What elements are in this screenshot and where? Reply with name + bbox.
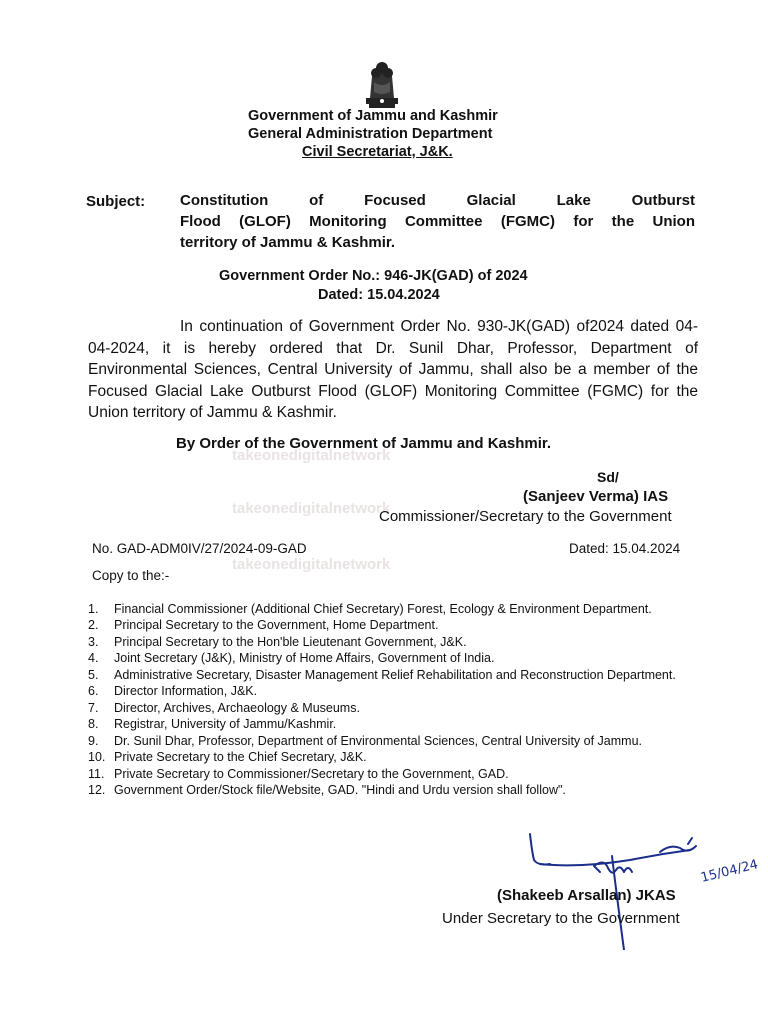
copy-list-number: 1. xyxy=(88,602,99,616)
national-emblem-icon xyxy=(360,58,404,110)
copy-list-item xyxy=(88,750,700,766)
header-secretariat: Civil Secretariat, J&K. xyxy=(302,144,453,160)
reference-number: No. GAD-ADM0IV/27/2024-09-GAD xyxy=(92,541,307,556)
copy-list-text: Administrative Secretary, Disaster Management Relief Rehabilitation and Reconstruction Department. xyxy=(114,667,676,682)
under-secretary-designation: Under Secretary to the Government xyxy=(442,910,680,927)
copy-list-item xyxy=(88,717,700,733)
watermark-text-1: takeonedigitalnetwork xyxy=(232,447,391,464)
watermark-text-3: takeonedigitalnetwork xyxy=(232,556,391,573)
subject-line-2: Flood (GLOF) Monitoring Committee (FGMC) for the Union xyxy=(180,213,695,230)
by-order-line: By Order of the Government of Jammu and Kashmir. xyxy=(176,435,552,452)
copy-list-text: Director Information, J&K. xyxy=(114,684,258,699)
svg-text:15/04/24: 15/04/24 xyxy=(699,857,760,886)
signatory-designation: Commissioner/Secretary to the Government xyxy=(379,508,672,525)
copy-list-text: Principal Secretary to the Government, Home Department. xyxy=(114,618,439,633)
subject-text xyxy=(180,190,695,253)
copy-list-item xyxy=(88,651,700,667)
copy-list-item xyxy=(88,635,700,651)
copy-list-item xyxy=(88,602,700,618)
order-date: Dated: 15.04.2024 xyxy=(318,287,440,303)
copy-list-item xyxy=(88,783,700,799)
subject-line-1: Constitution of Focused Glacial Lake Outburst xyxy=(180,192,695,209)
copy-list-number: 10. xyxy=(88,750,106,765)
copy-list-number: 8. xyxy=(88,717,99,732)
under-secretary-name: (Shakeeb Arsallan) JKAS xyxy=(497,887,676,904)
copy-list-text: Director, Archives, Archaeology & Museums. xyxy=(114,700,360,715)
copy-list-text: Dr. Sunil Dhar, Professor, Department of Environmental Sciences, Central University of Jammu. xyxy=(114,733,642,748)
signed-mark: Sd/ xyxy=(597,469,619,485)
copy-list-number: 3. xyxy=(88,634,99,649)
copy-list-number: 11. xyxy=(88,766,105,781)
subject-label: Subject: xyxy=(86,193,146,210)
copy-list-text: Principal Secretary to the Hon'ble Lieutenant Government, J&K. xyxy=(114,634,467,649)
copy-list-item xyxy=(88,618,700,634)
header-department: General Administration Department xyxy=(248,126,493,142)
copy-list-item xyxy=(88,734,700,750)
copy-list-text: Registrar, University of Jammu/Kashmir. xyxy=(114,717,337,732)
order-number: Government Order No.: 946-JK(GAD) of 2024 xyxy=(219,268,528,284)
copy-list-text: Joint Secretary (J&K), Ministry of Home Affairs, Government of India. xyxy=(114,651,495,666)
copy-list-text: Private Secretary to the Chief Secretary, J&K. xyxy=(114,750,367,765)
copy-list-number: 2. xyxy=(88,618,99,633)
copy-list-number: 6. xyxy=(88,684,99,699)
copy-list-number: 12. xyxy=(88,783,106,798)
copy-list-item xyxy=(88,767,700,783)
reference-date: Dated: 15.04.2024 xyxy=(569,541,681,556)
copy-list-text: Private Secretary to Commissioner/Secretary to the Government, GAD. xyxy=(114,766,509,781)
copy-list-item xyxy=(88,701,700,717)
copy-list-text: Financial Commissioner (Additional Chief Secretary) Forest, Ecology & Environment Department. xyxy=(114,602,652,616)
copy-list-number: 5. xyxy=(88,667,99,682)
subject-line-3: territory of Jammu & Kashmir. xyxy=(180,234,396,251)
copy-list-number: 9. xyxy=(88,733,99,748)
copy-list-text: Government Order/Stock file/Website, GAD. "Hindi and Urdu version shall follow". xyxy=(114,783,566,798)
copy-list-item xyxy=(88,684,700,700)
order-body-paragraph xyxy=(88,316,698,424)
header-government: Government of Jammu and Kashmir xyxy=(248,108,498,124)
signatory-name: (Sanjeev Verma) IAS xyxy=(523,488,669,505)
watermark-text-2: takeonedigitalnetwork xyxy=(232,500,391,517)
copy-list xyxy=(88,602,700,800)
copy-to-heading: Copy to the:- xyxy=(92,568,170,583)
copy-list-number: 7. xyxy=(88,700,99,715)
copy-list-item xyxy=(88,668,700,684)
order-body-text: In continuation of Government Order No. 930-JK(GAD) of2024 dated 04-04-2024, it is hereby ordered that Dr. Sunil Dhar, Professor, Department of Environmental Sciences, Central University of Jammu, shall also be a member of the Focused Glacial Lake Outburst Flood (GLOF) Monitoring Committee (FGMC) for the Union territory of Jammu & Kashmir. xyxy=(88,318,698,421)
copy-list-number: 4. xyxy=(88,651,99,666)
